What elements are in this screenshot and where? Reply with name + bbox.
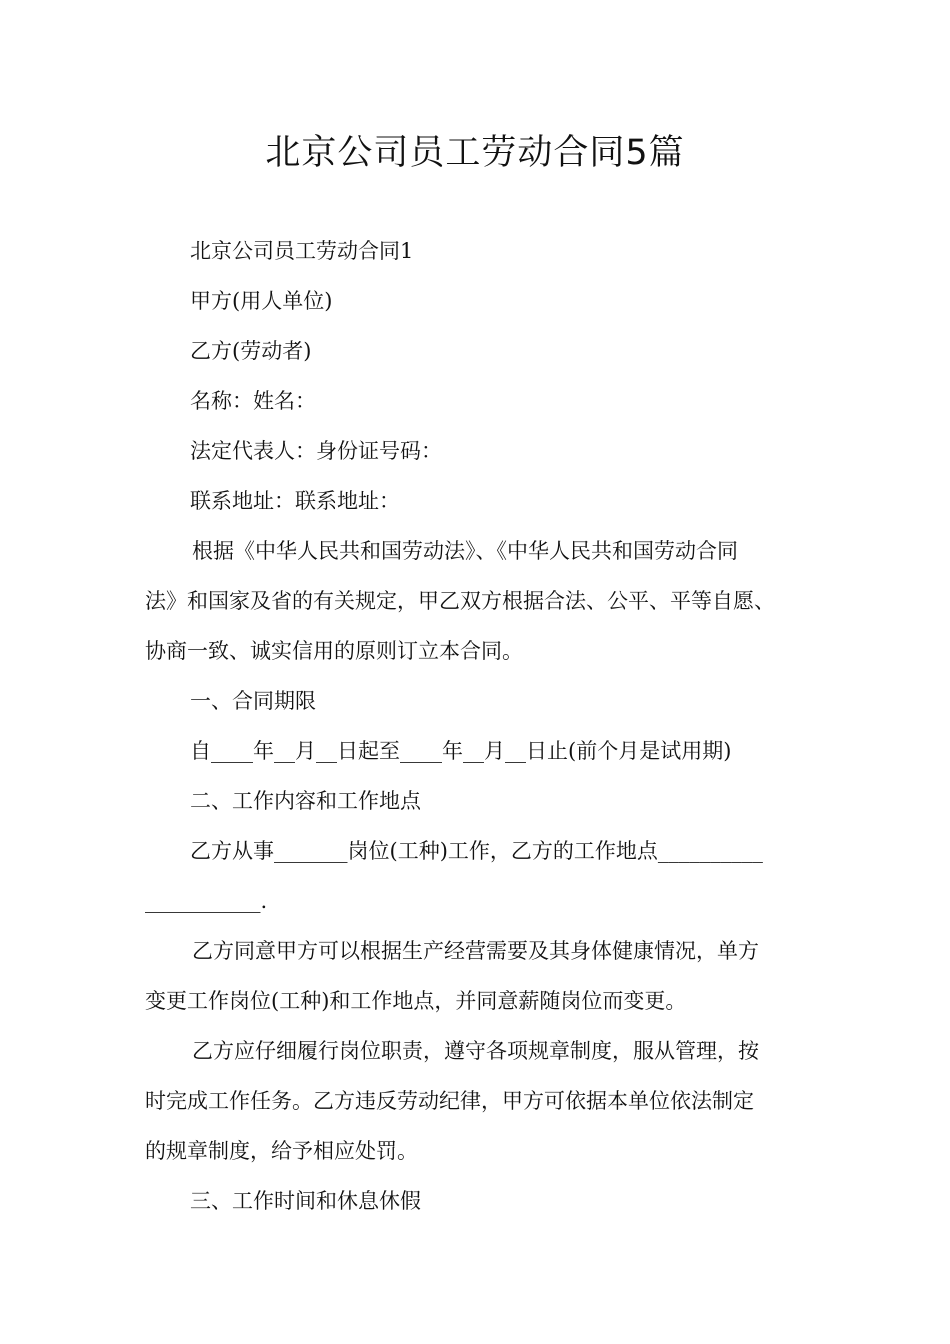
- paragraph-line: 时完成工作任务。乙方违反劳动纪律，甲方可依据本单位依法制定: [145, 1089, 754, 1113]
- paragraph-line: 变更工作岗位(工种)和工作地点，并同意薪随岗位而变更。: [145, 989, 687, 1013]
- paragraph-line: 乙方应仔细履行岗位职责，遵守各项规章制度，服从管理，按: [192, 1039, 759, 1063]
- paragraph-line: 协商一致、诚实信用的原则订立本合同。: [145, 639, 523, 663]
- document-title: 北京公司员工劳动合同5篇: [265, 133, 685, 173]
- name-field-line: 名称：姓名：: [190, 389, 316, 413]
- paragraph-line: 乙方同意甲方可以根据生产经营需要及其身体健康情况，单方: [192, 939, 759, 963]
- address-line: 联系地址：联系地址：: [190, 489, 400, 513]
- paragraph-line: 法》和国家及省的有关规定，甲乙双方根据合法、公平、平等自愿、: [145, 589, 775, 613]
- section-heading-work: 二、工作内容和工作地点: [190, 789, 421, 813]
- party-b-label: 乙方(劳动者): [190, 339, 312, 363]
- paragraph-line: 的规章制度，给予相应处罚。: [145, 1139, 418, 1163]
- section-heading-term: 一、合同期限: [190, 689, 316, 713]
- work-location-blank: ___________.: [145, 889, 268, 913]
- party-a-label: 甲方(用人单位): [190, 289, 333, 313]
- contract-heading-1: 北京公司员工劳动合同1: [190, 239, 414, 263]
- section-heading-hours: 三、工作时间和休息休假: [190, 1189, 421, 1213]
- paragraph-line: 根据《中华人民共和国劳动法》、《中华人民共和国劳动合同: [192, 539, 738, 563]
- term-dates-line: 自____年__月__日起至____年__月__日止(前个月是试用期): [190, 739, 732, 763]
- work-position-line: 乙方从事_______岗位(工种)工作，乙方的工作地点__________: [190, 839, 763, 863]
- representative-id-line: 法定代表人：身份证号码：: [190, 439, 442, 463]
